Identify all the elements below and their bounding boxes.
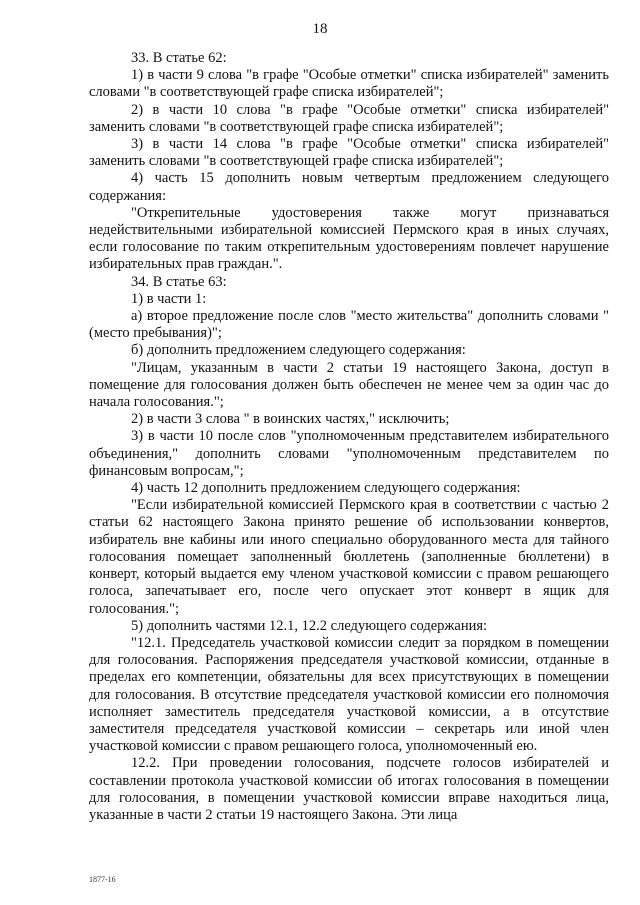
paragraph: 4) часть 12 дополнить предложением следующего содержания: <box>131 480 521 497</box>
document-code: 1877-16 <box>89 875 116 884</box>
paragraph: 2) в части 3 слова " в воинских частях," исключить; <box>131 411 450 428</box>
paragraph: 3) в части 14 слова "в графе "Особые отметки" списка избирателей" заменить словами "в соответствующей графе списка избирателей"; <box>89 136 609 170</box>
quoted-paragraph: "Открепительные удостоверения также могут признаваться недействительными избирательной комиссией Пермского края в иных случаях, если голосование по таким открепительным удостоверениям повлечет нарушение избирательных прав граждан.". <box>89 204 609 273</box>
amendment-heading-art63: 34. В статье 63: <box>131 273 227 290</box>
paragraph: 2) в части 10 слова "в графе "Особые отметки" списка избирателей" заменить словами "в соответствующей графе списка избирателей"; <box>89 101 609 135</box>
paragraph: 1) в части 9 слова "в графе "Особые отметки" списка избирателей" заменить словами "в соответствующей графе списка избирателей"; <box>89 67 609 101</box>
quoted-paragraph: "12.1. Председатель участковой комиссии следит за порядком в помещении для голосования. Распоряжения председателя участковой комиссии, отданные в пределах его компетенции, обязательны для всех присутствующих в помещении для голосования. В отсутствие председателя участковой комиссии его полномочия исполняет заместитель председателя участковой комиссии, а в отсутствие заместителя председателя участковой комиссии – секретарь или иной член участковой комиссии с правом решающего голоса, уполномоченный ею. <box>89 634 609 755</box>
document-body <box>89 50 609 824</box>
paragraph: 3) в части 10 после слов "уполномоченным представителем избирательного объединения," дополнить словами "уполномоченным представителем по финансовым вопросам,"; <box>89 428 609 479</box>
quoted-paragraph: "Лицам, указанным в части 2 статьи 19 настоящего Закона, доступ в помещение для голосования должен быть обеспечен не менее чем за один час до начала голосования."; <box>89 359 609 411</box>
paragraph: а) второе предложение после слов "место жительства" дополнить словами "(место пребывания)"; <box>89 308 609 342</box>
paragraph: 4) часть 15 дополнить новым четвертым предложением следующего содержания: <box>89 170 609 204</box>
paragraph: б) дополнить предложением следующего содержания: <box>131 342 466 359</box>
paragraph: 1) в части 1: <box>131 290 207 307</box>
amendment-heading-art62: 33. В статье 62: <box>131 50 227 66</box>
page-number: 18 <box>312 21 328 37</box>
quoted-paragraph: "Если избирательной комиссией Пермского края в соответствии с частью 2 статьи 62 настоящего Закона принято решение об использовании конвертов, избиратель вне кабины или иного специально оборудованного места для тайного голосования помещает заполненный бюллетень (заполненные бюллетени) в конверт, который выдается ему членом участковой комиссии с правом решающего голоса, запечатывает его, после чего опускает этот конверт в ящик для голосования."; <box>89 497 609 617</box>
paragraph: 12.2. При проведении голосования, подсчете голосов избирателей и составлении протокола участковой комиссии об итогах голосования в помещении для голосования, в помещении участковой комиссии вправе находиться лица, указанные в части 2 статьи 19 настоящего Закона. Эти лица <box>89 755 609 823</box>
paragraph: 5) дополнить частями 12.1, 12.2 следующего содержания: <box>131 617 488 634</box>
